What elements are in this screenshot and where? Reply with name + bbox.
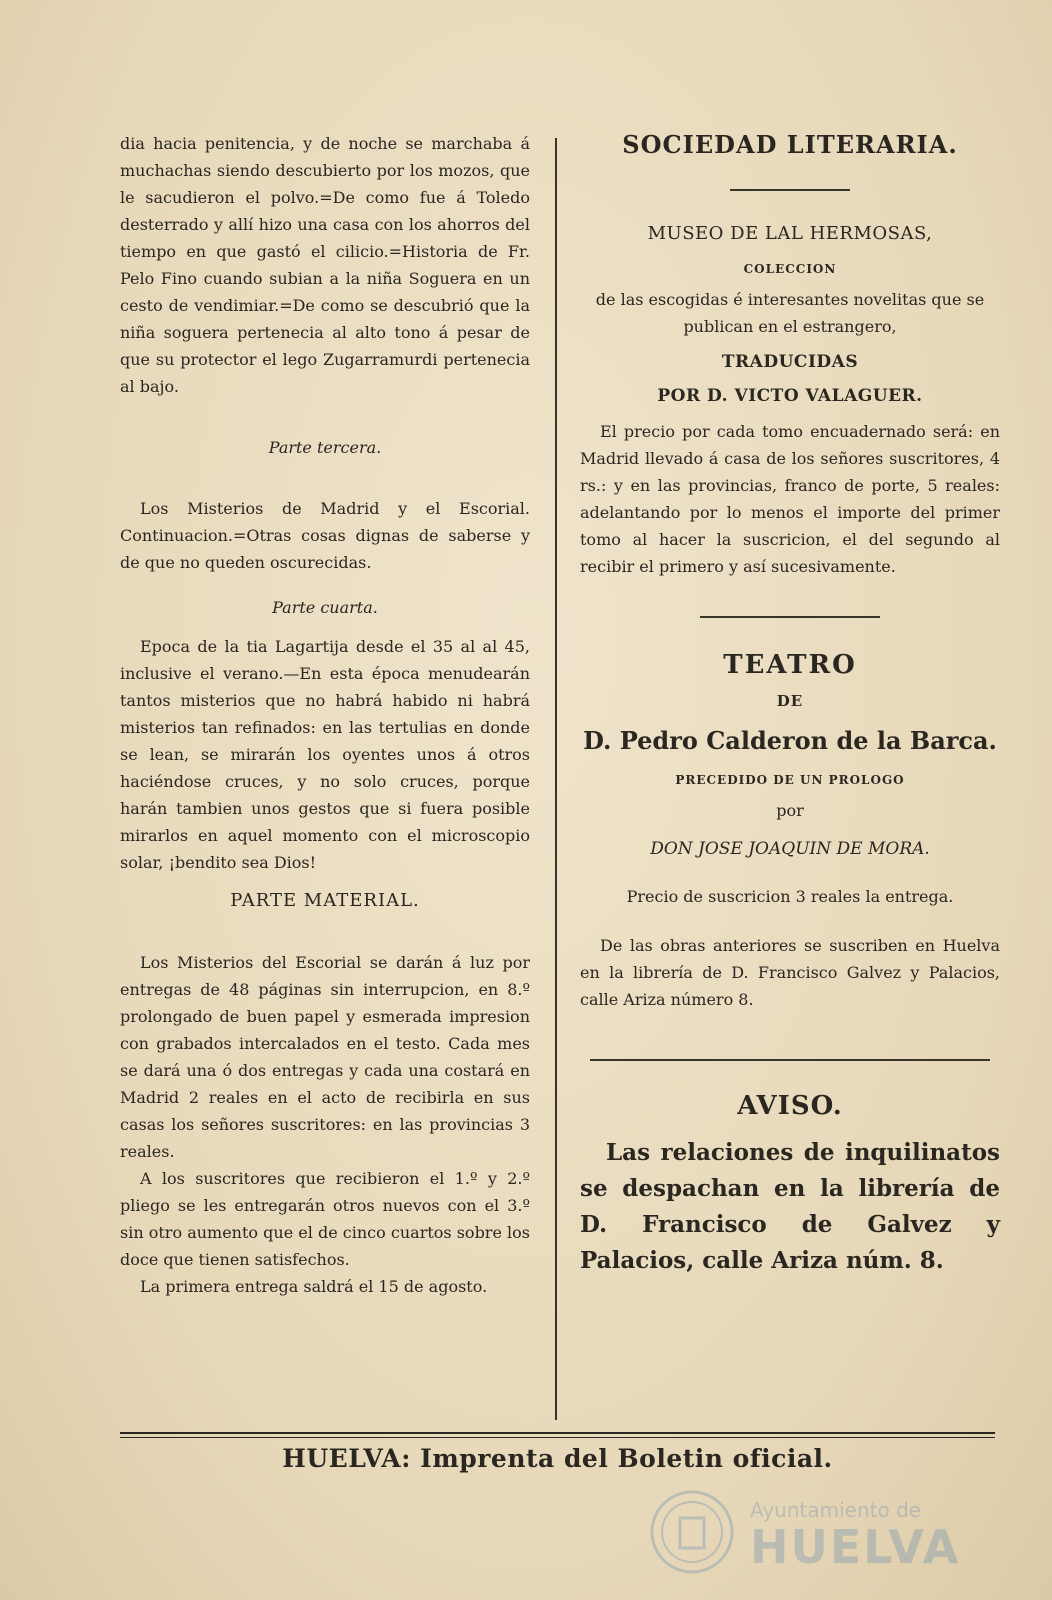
precedido-label: PRECEDIDO DE UN PROLOGO: [675, 773, 905, 787]
sociedad-literaria-title: SOCIEDAD LITERARIA.: [622, 130, 958, 159]
heading-parte-cuarta: Parte cuarta.: [272, 598, 378, 617]
watermark-line-1: Ayuntamiento de: [750, 1498, 922, 1522]
traducidas-label: TRADUCIDAS: [721, 352, 859, 372]
obras-paragraph: De las obras anteriores se suscriben en Huelva en la librería de D. Francisco Galvez y Palacios, calle Ariza número 8.: [580, 936, 1000, 1009]
footer-rule: [120, 1437, 995, 1438]
de-label: DE: [776, 692, 804, 710]
subscription-price: Precio de suscricion 3 reales la entrega.: [626, 887, 954, 906]
column-divider: [555, 138, 557, 1420]
teatro-heading: TEATRO: [723, 650, 857, 680]
price-paragraph: El precio por cada tomo encuadernado será: en Madrid llevado á casa de los señores suscritores, 4 rs.: y en las provincias, franco de porte, 5 reales: adelantando por lo menos el importe del primer tomo al hacer la suscricion, el del segundo al recibir el primero y así sucesivamente.: [580, 422, 1000, 576]
coleccion-label: COLECCION: [743, 262, 837, 276]
coleccion-description: de las escogidas é interesantes novelitas que se publican en el estrangero,: [595, 290, 985, 336]
aviso-rule: [590, 1059, 990, 1061]
left-paragraph-3: Epoca de la tia Lagartija desde el 35 al al 45, inclusive el verano.—En esta época menudearán tantos misterios que no habrá habido ni habrá misterios tan refinados: en las tertulias en donde se lean, se mirarán los oyentes unos á otros haciéndose cruces, y no solo cruces, porque harán tambien unos gestos que si fuera posible mirarlos en aquel momento con el microscopio solar, ¡bendito sea Dios!: [120, 637, 530, 872]
printer-imprint: HUELVA: Imprenta del Boletin oficial.: [282, 1444, 833, 1473]
por-label: por: [776, 801, 804, 820]
aviso-heading: AVISO.: [737, 1091, 843, 1121]
footer-rule: [120, 1432, 995, 1434]
left-paragraph-5: A los suscritores que recibieron el 1.º y 2.º pliego se les entregarán otros nuevos con el 3.º sin otro aumento que el de cinco cuartos sobre los doce que tienen satisfechos.: [120, 1169, 530, 1269]
heading-parte-tercera: Parte tercera.: [268, 438, 382, 457]
translator-line: POR D. VICTO VALAGUER.: [657, 386, 923, 406]
left-paragraph-6: La primera entrega saldrá el 15 de agosto.: [140, 1277, 488, 1296]
short-rule: [730, 189, 850, 191]
aviso-body: Las relaciones de inquilinatos se despachan en la librería de D. Francisco de Galvez y Palacios, calle Ariza núm. 8.: [580, 1139, 1000, 1274]
left-column: [120, 130, 530, 1300]
watermark-line-2: HUELVA: [750, 1520, 961, 1574]
left-paragraph-2: Los Misterios de Madrid y el Escorial. Continuacion.=Otras cosas dignas de saberse y de que no queden oscurecidas.: [120, 499, 530, 572]
left-paragraph-4: Los Misterios del Escorial se darán á luz por entregas de 48 páginas sin interrupcion, en 8.º prolongado de buen papel y esmerada impresion con grabados intercalados en el testo. Cada mes se dará una ó dos entregas y cada una costará en Madrid 2 reales en el acto de recibirla en sus casas los señores suscritores: en las provincias 3 reales.: [120, 953, 530, 1161]
mora-name: DON JOSE JOAQUIN DE MORA.: [650, 839, 930, 859]
right-column: [580, 130, 1000, 1279]
heading-parte-material: PARTE MATERIAL.: [230, 890, 420, 911]
calderon-heading: D. Pedro Calderon de la Barca.: [583, 726, 997, 755]
short-rule: [700, 616, 880, 618]
city-seal-icon: [650, 1490, 735, 1575]
watermark: [650, 1490, 990, 1580]
left-paragraph-1: dia hacia penitencia, y de noche se marchaba á muchachas siendo descubierto por los mozos, que le sacudieron el polvo.=De como fue á Toledo desterrado y allí hizo una casa con los ahorros del tiempo en que gastó el cilicio.=Historia de Fr. Pelo Fino cuando subian a la niña Soguera en un cesto de vendimiar.=De como se descubrió que la niña soguera pertenecia al alto tono á pesar de que su protector el lego Zugarramurdi pertenecia al bajo.: [120, 134, 530, 396]
museo-heading: MUSEO DE LAL HERMOSAS,: [647, 223, 933, 244]
